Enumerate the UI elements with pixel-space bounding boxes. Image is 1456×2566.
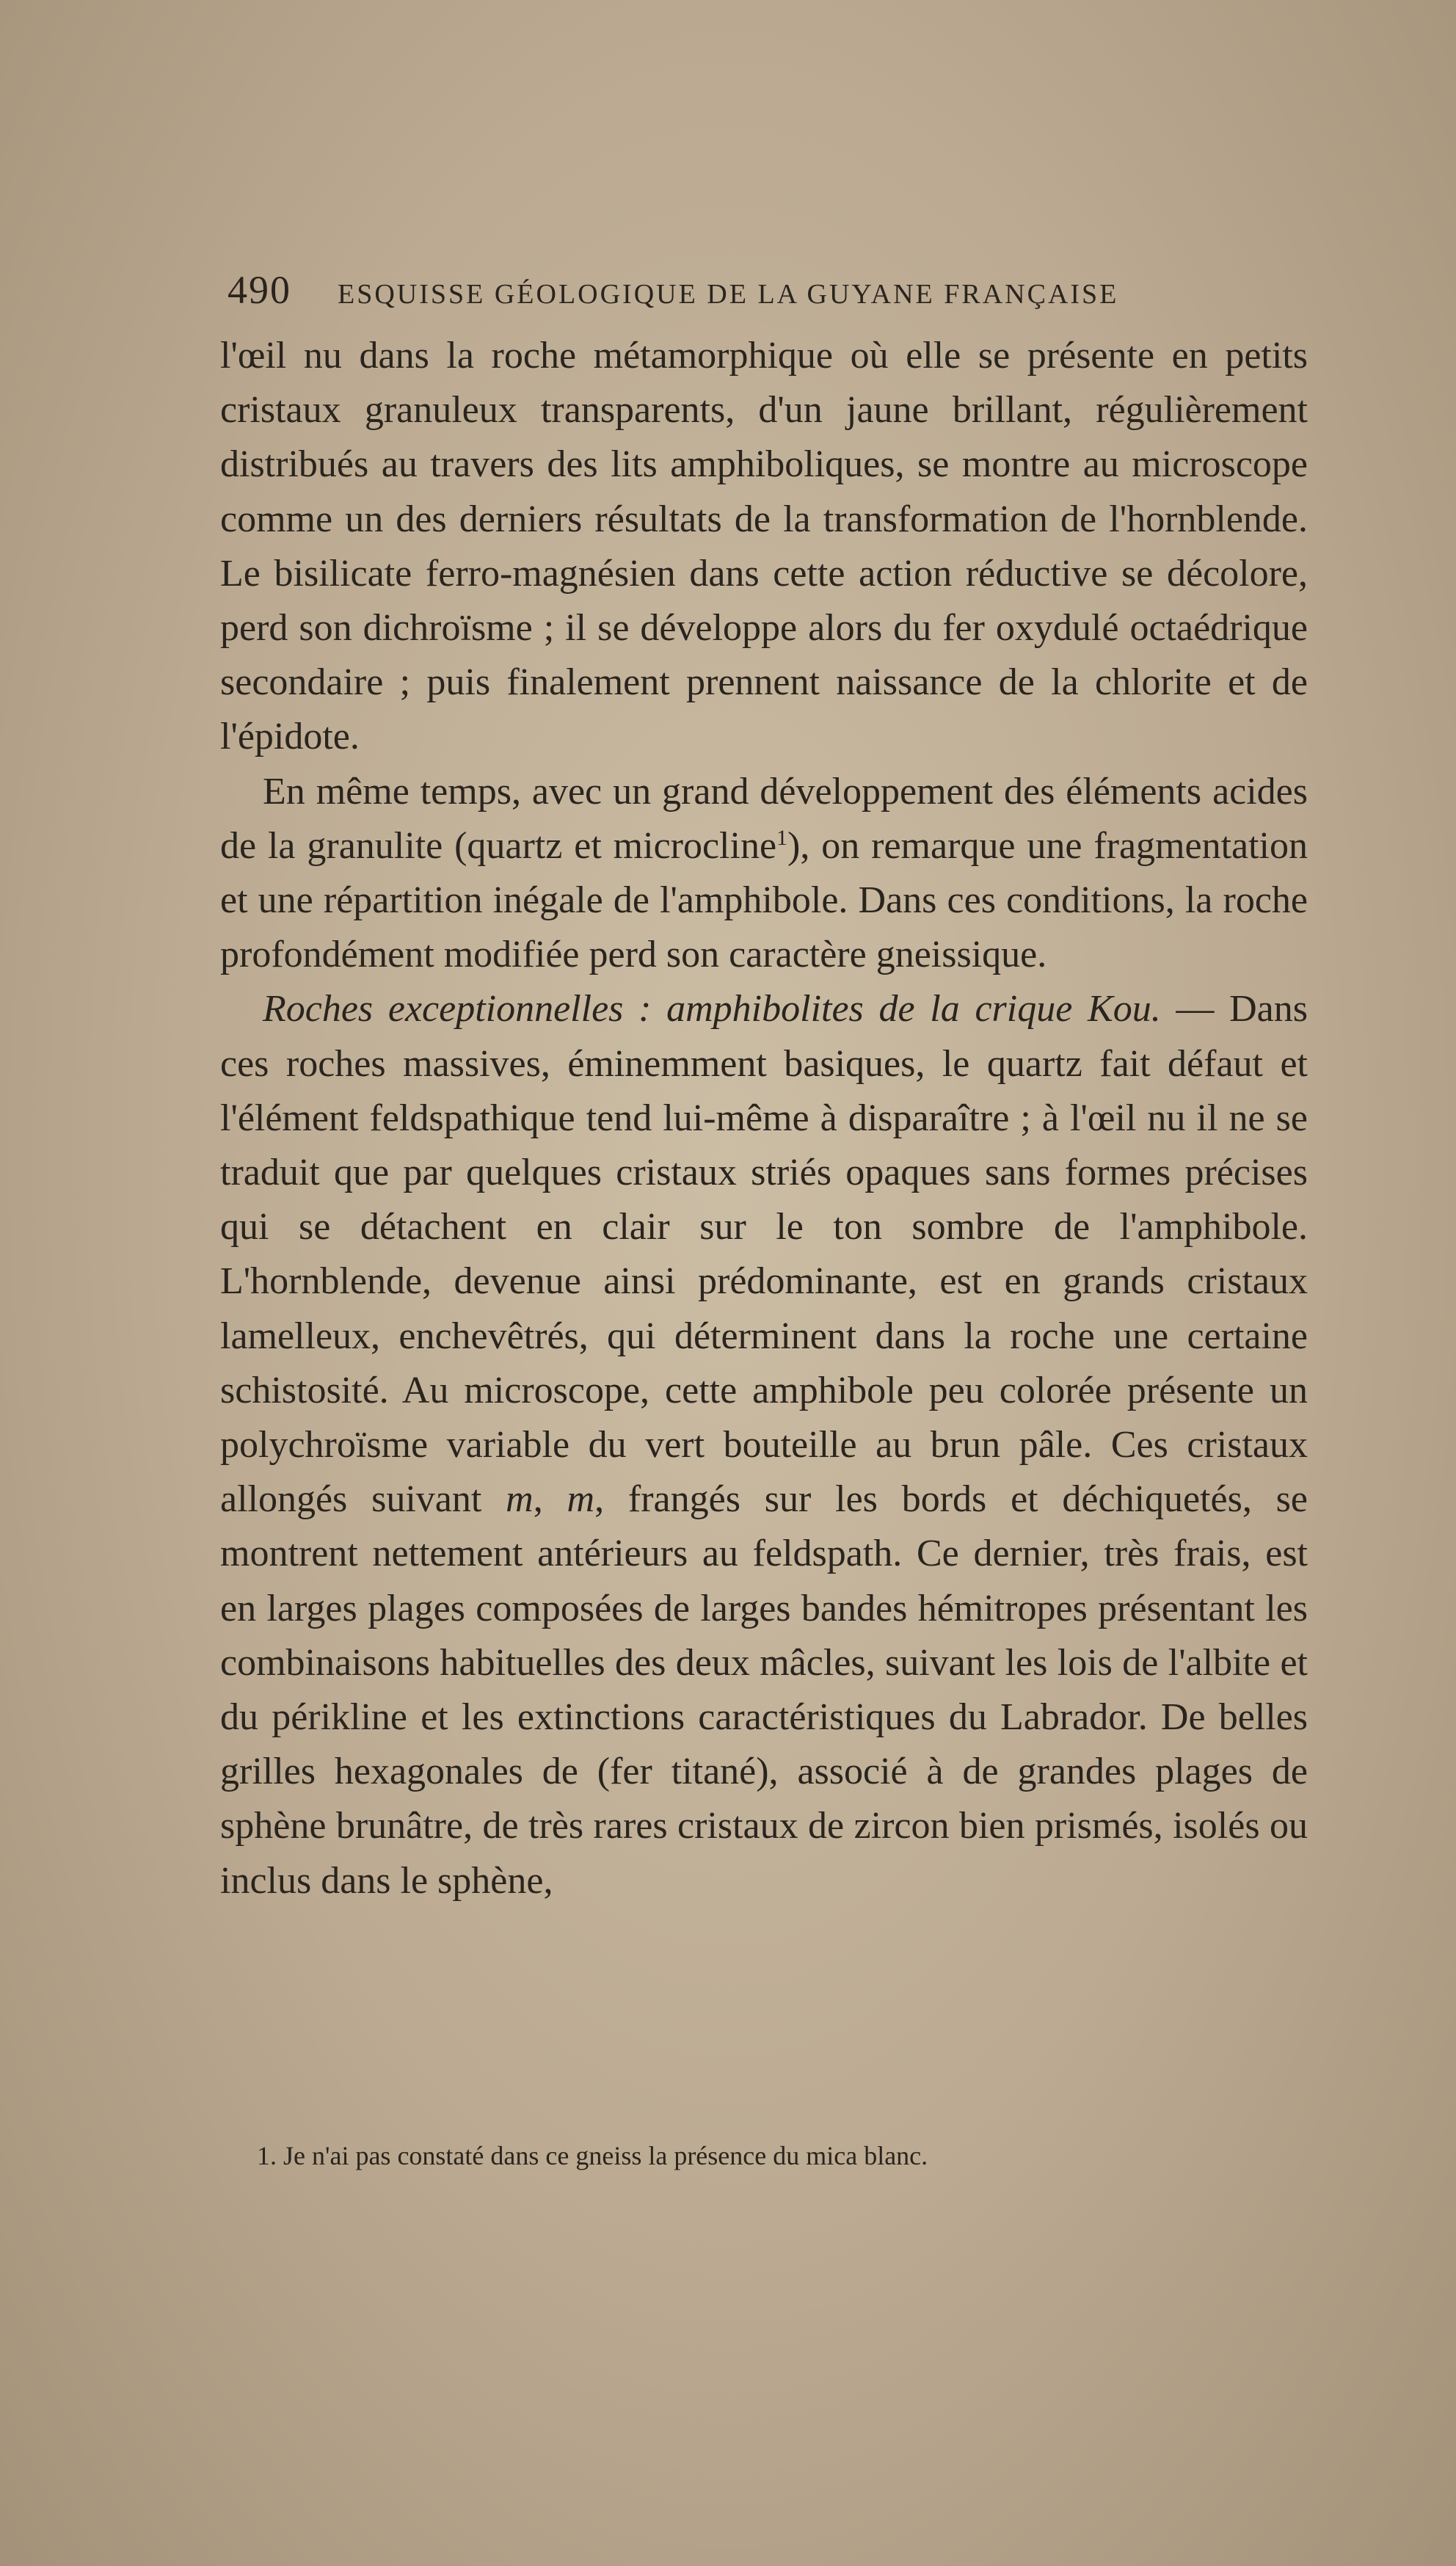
- paragraph-2-text-end: ), on remarque une fragmentation et une répartition inégale de l'amphibole. Dans ces conditions, la roche profondément modifiée perd son caractère gneissique.: [220, 824, 1308, 976]
- footnote-text: Je n'ai pas constaté dans ce gneiss la présence du mica blanc.: [283, 2141, 928, 2170]
- section-heading: Roches exceptionnelles : amphibolites de la crique Kou.: [263, 988, 1161, 1031]
- paragraph-3-text: — Dans ces roches massives, éminemment basiques, le quartz fait défaut et l'élément feldspathique tend lui-même à disparaître ; à l'œil nu il ne se traduit que par quelques cristaux striés opaques sans formes précises qui se détachent en clair sur le ton sombre de l'amphibole. L'hornblende, devenue ainsi prédominante, est en grands cristaux lamelleux, enchevêtrés, qui déterminent dans la roche une certaine schistosité. Au microscope, cette amphibole peu colorée présente un polychroïsme variable du vert bouteille au brun pâle. Ces cristaux allongés suivant: [220, 988, 1308, 1521]
- body-text: [220, 329, 1308, 1908]
- paragraph-2: [220, 765, 1308, 983]
- footnote-number: 1.: [257, 2141, 277, 2170]
- paragraph-1: l'œil nu dans la roche métamorphique où elle se présente en petits cristaux granuleux transparents, d'un jaune brillant, régulièrement distribués au travers des lits amphiboliques, se montre au microscope comme un des derniers résultats de la transformation de l'hornblende. Le bisilicate ferro-magnésien dans cette action réductive se décolore, perd son dichroïsme ; il se développe alors du fer oxydulé octaédrique secondaire ; puis finalement prennent naissance de la chlorite et de l'épidote.: [220, 335, 1308, 758]
- running-title: ESQUISSE GÉOLOGIQUE DE LA GUYANE FRANÇAISE: [338, 279, 1119, 310]
- page-number: 490: [228, 268, 291, 312]
- paragraph-2-text: En même temps, avec un grand développement des éléments acides de la granulite (quartz et microcline: [220, 770, 1308, 867]
- footnote-reference: 1: [776, 825, 788, 850]
- symbol-m-2: m: [567, 1478, 595, 1521]
- symbol-separator: ,: [533, 1478, 567, 1521]
- paragraph-3: [220, 982, 1308, 1908]
- footnote: [257, 2137, 1299, 2174]
- symbol-m-1: m: [506, 1478, 534, 1521]
- running-head: [228, 268, 1226, 312]
- paragraph-3-text-end: , frangés sur les bords et déchiquetés, se montrent nettement antérieurs au feldspath. Ce dernier, très frais, est en larges plages composées de larges bandes hémitropes présentant les combinaisons habituelles des deux mâcles, suivant les lois de l'albite et du périkline et les extinctions caractéristiques du Labrador. De belles grilles hexagonales de (fer titané), associé à de grandes plages de sphène brunâtre, de très rares cristaux de zircon bien prismés, isolés ou inclus dans le sphène,: [220, 1478, 1308, 1902]
